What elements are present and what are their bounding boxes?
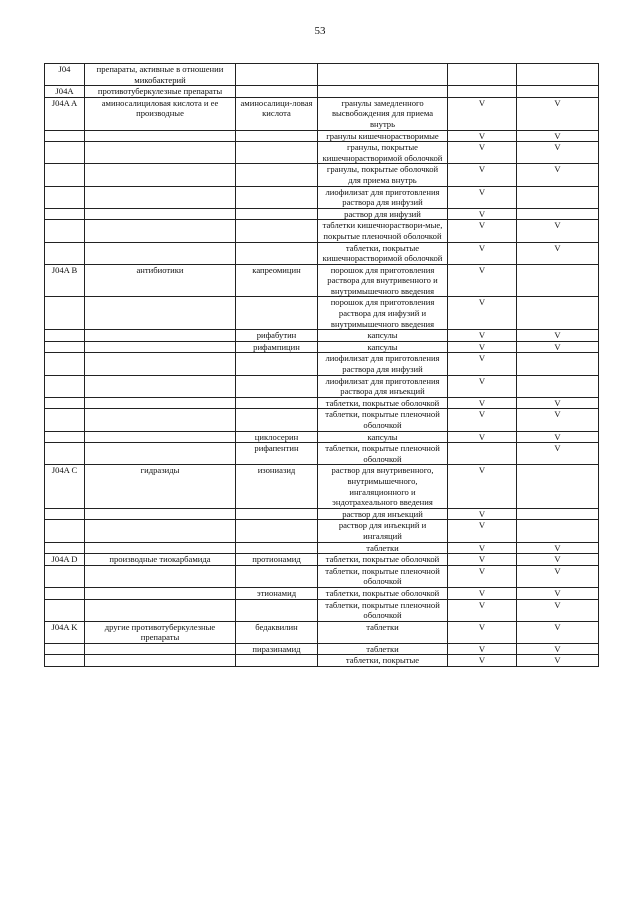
group-name-cell (85, 186, 236, 208)
table-row (45, 264, 599, 297)
dosage-form-cell: раствор для инфузий (318, 208, 448, 220)
mark-col2-cell: V (517, 130, 599, 142)
drug-name-cell (236, 655, 318, 667)
table-row (45, 142, 599, 164)
mark-col2-cell: V (517, 587, 599, 599)
table-row (45, 341, 599, 353)
table-row (45, 97, 599, 130)
dosage-form-cell: таблетки кишечнораствори-мые, покрытые пленочной оболочкой (318, 220, 448, 242)
table-row (45, 565, 599, 587)
mark-col2-cell (517, 508, 599, 520)
mark-col2-cell: V (517, 409, 599, 431)
mark-col1-cell (448, 64, 517, 86)
atc-code-cell (45, 142, 85, 164)
atc-code-cell (45, 242, 85, 264)
drug-name-cell (236, 297, 318, 330)
group-name-cell (85, 587, 236, 599)
dosage-form-cell: таблетки (318, 542, 448, 554)
atc-code-cell (45, 643, 85, 655)
mark-col1-cell: V (448, 431, 517, 443)
mark-col1-cell: V (448, 655, 517, 667)
drug-name-cell: этионамид (236, 587, 318, 599)
atc-code-cell (45, 375, 85, 397)
drug-name-cell (236, 353, 318, 375)
group-name-cell (85, 208, 236, 220)
atc-code-cell: J04 (45, 64, 85, 86)
dosage-form-cell (318, 86, 448, 98)
table-row (45, 621, 599, 643)
mark-col2-cell: V (517, 599, 599, 621)
mark-col2-cell: V (517, 164, 599, 186)
dosage-form-cell: гранулы, покрытые оболочкой для приема внутрь (318, 164, 448, 186)
atc-code-cell (45, 431, 85, 443)
mark-col2-cell: V (517, 330, 599, 342)
table-row (45, 542, 599, 554)
table-row (45, 242, 599, 264)
table-row (45, 599, 599, 621)
table-row (45, 655, 599, 667)
table-row (45, 443, 599, 465)
mark-col2-cell: V (517, 397, 599, 409)
drug-name-cell (236, 508, 318, 520)
drug-name-cell (236, 86, 318, 98)
mark-col2-cell: V (517, 643, 599, 655)
atc-code-cell (45, 443, 85, 465)
group-name-cell (85, 565, 236, 587)
atc-code-cell (45, 542, 85, 554)
drug-name-cell (236, 208, 318, 220)
mark-col1-cell: V (448, 353, 517, 375)
group-name-cell (85, 330, 236, 342)
drug-name-cell (236, 397, 318, 409)
dosage-form-cell: таблетки, покрытые (318, 655, 448, 667)
mark-col1-cell: V (448, 208, 517, 220)
mark-col2-cell: V (517, 341, 599, 353)
mark-col1-cell: V (448, 220, 517, 242)
drug-name-cell: циклосерин (236, 431, 318, 443)
mark-col1-cell: V (448, 297, 517, 330)
dosage-form-cell: таблетки, покрытые пленочной оболочкой (318, 409, 448, 431)
dosage-form-cell: порошок для приготовления раствора для внутривенного и внутримышечного введения (318, 264, 448, 297)
group-name-cell (85, 542, 236, 554)
group-name-cell (85, 520, 236, 542)
atc-code-cell (45, 397, 85, 409)
dosage-form-cell: порошок для приготовления раствора для инфузий и внутримышечного введения (318, 297, 448, 330)
dosage-form-cell: таблетки (318, 621, 448, 643)
dosage-form-cell: лиофилизат для приготовления раствора для инфузий (318, 353, 448, 375)
mark-col2-cell (517, 64, 599, 86)
drug-name-cell (236, 220, 318, 242)
drug-name-cell (236, 565, 318, 587)
group-name-cell (85, 443, 236, 465)
dosage-form-cell: капсулы (318, 330, 448, 342)
drug-name-cell: аминосалици-ловая кислота (236, 97, 318, 130)
drug-name-cell: протионамид (236, 554, 318, 566)
group-name-cell: гидразиды (85, 465, 236, 508)
mark-col1-cell: V (448, 330, 517, 342)
atc-code-cell (45, 341, 85, 353)
table-row (45, 409, 599, 431)
mark-col2-cell (517, 353, 599, 375)
group-name-cell (85, 655, 236, 667)
table-body (45, 64, 599, 667)
dosage-form-cell: таблетки, покрытые пленочной оболочкой (318, 599, 448, 621)
drug-name-cell (236, 130, 318, 142)
table-row (45, 130, 599, 142)
group-name-cell (85, 353, 236, 375)
group-name-cell: производные тиокарбамида (85, 554, 236, 566)
group-name-cell (85, 220, 236, 242)
mark-col1-cell: V (448, 97, 517, 130)
table-row (45, 64, 599, 86)
mark-col2-cell (517, 375, 599, 397)
atc-code-cell: J04A A (45, 97, 85, 130)
mark-col2-cell (517, 264, 599, 297)
atc-code-cell (45, 353, 85, 375)
group-name-cell (85, 397, 236, 409)
table-row (45, 86, 599, 98)
group-name-cell: другие противотуберкулезные препараты (85, 621, 236, 643)
atc-code-cell (45, 655, 85, 667)
table-row (45, 375, 599, 397)
drug-list-table-container (44, 63, 599, 667)
mark-col2-cell: V (517, 242, 599, 264)
table-row (45, 164, 599, 186)
table-row (45, 397, 599, 409)
group-name-cell (85, 341, 236, 353)
drug-name-cell (236, 186, 318, 208)
atc-code-cell (45, 330, 85, 342)
dosage-form-cell: таблетки, покрытые оболочкой (318, 397, 448, 409)
atc-code-cell (45, 186, 85, 208)
group-name-cell: аминосалициловая кислота и ее производные (85, 97, 236, 130)
atc-code-cell (45, 297, 85, 330)
dosage-form-cell: раствор для инъекций и ингаляций (318, 520, 448, 542)
mark-col2-cell: V (517, 431, 599, 443)
dosage-form-cell: лиофилизат для приготовления раствора для инъекций (318, 375, 448, 397)
mark-col2-cell (517, 465, 599, 508)
drug-name-cell: рифабутин (236, 330, 318, 342)
table-row (45, 297, 599, 330)
table-row (45, 431, 599, 443)
group-name-cell (85, 242, 236, 264)
group-name-cell (85, 164, 236, 186)
drug-name-cell (236, 520, 318, 542)
dosage-form-cell: таблетки, покрытые кишечнорастворимой оболочкой (318, 242, 448, 264)
mark-col1-cell: V (448, 643, 517, 655)
dosage-form-cell: раствор для внутривенного, внутримышечного, ингаляционного и эндотрахеального введения (318, 465, 448, 508)
group-name-cell (85, 130, 236, 142)
mark-col2-cell (517, 208, 599, 220)
page-number: 53 (314, 25, 326, 37)
group-name-cell (85, 508, 236, 520)
drug-name-cell (236, 375, 318, 397)
atc-code-cell (45, 587, 85, 599)
dosage-form-cell: таблетки, покрытые пленочной оболочкой (318, 565, 448, 587)
mark-col1-cell: V (448, 565, 517, 587)
mark-col2-cell: V (517, 621, 599, 643)
group-name-cell (85, 297, 236, 330)
mark-col1-cell: V (448, 542, 517, 554)
mark-col2-cell (517, 86, 599, 98)
dosage-form-cell: таблетки, покрытые пленочной оболочкой (318, 443, 448, 465)
mark-col1-cell: V (448, 142, 517, 164)
atc-code-cell: J04A C (45, 465, 85, 508)
atc-code-cell: J04A D (45, 554, 85, 566)
drug-name-cell (236, 599, 318, 621)
group-name-cell: антибиотики (85, 264, 236, 297)
mark-col2-cell: V (517, 554, 599, 566)
dosage-form-cell: таблетки (318, 643, 448, 655)
mark-col1-cell: V (448, 465, 517, 508)
drug-name-cell (236, 164, 318, 186)
mark-col1-cell: V (448, 164, 517, 186)
mark-col1-cell: V (448, 587, 517, 599)
dosage-form-cell: гранулы кишечнорастворимые (318, 130, 448, 142)
group-name-cell (85, 599, 236, 621)
mark-col2-cell (517, 186, 599, 208)
mark-col2-cell (517, 297, 599, 330)
mark-col1-cell: V (448, 554, 517, 566)
atc-code-cell (45, 130, 85, 142)
group-name-cell (85, 375, 236, 397)
table-row (45, 554, 599, 566)
mark-col2-cell: V (517, 220, 599, 242)
atc-code-cell (45, 409, 85, 431)
mark-col2-cell: V (517, 565, 599, 587)
mark-col1-cell (448, 86, 517, 98)
table-row (45, 587, 599, 599)
drug-name-cell: рифампицин (236, 341, 318, 353)
drug-name-cell (236, 542, 318, 554)
atc-code-cell (45, 220, 85, 242)
atc-code-cell: J04A B (45, 264, 85, 297)
group-name-cell (85, 142, 236, 164)
group-name-cell (85, 409, 236, 431)
group-name-cell (85, 431, 236, 443)
mark-col2-cell: V (517, 142, 599, 164)
drug-name-cell: рифапентин (236, 443, 318, 465)
dosage-form-cell: таблетки, покрытые оболочкой (318, 587, 448, 599)
drug-name-cell (236, 242, 318, 264)
dosage-form-cell (318, 64, 448, 86)
mark-col1-cell: V (448, 242, 517, 264)
atc-code-cell (45, 508, 85, 520)
table-row (45, 220, 599, 242)
dosage-form-cell: лиофилизат для приготовления раствора для инфузий (318, 186, 448, 208)
mark-col2-cell (517, 520, 599, 542)
dosage-form-cell: гранулы замедленного высвобождения для приема внутрь (318, 97, 448, 130)
mark-col1-cell: V (448, 621, 517, 643)
drug-name-cell: капреомицин (236, 264, 318, 297)
table-row (45, 520, 599, 542)
drug-list-table (44, 63, 599, 667)
drug-name-cell: бедаквилин (236, 621, 318, 643)
mark-col1-cell: V (448, 341, 517, 353)
table-row (45, 186, 599, 208)
atc-code-cell (45, 565, 85, 587)
dosage-form-cell: капсулы (318, 431, 448, 443)
mark-col1-cell: V (448, 508, 517, 520)
drug-name-cell (236, 409, 318, 431)
mark-col1-cell: V (448, 520, 517, 542)
mark-col1-cell: V (448, 409, 517, 431)
atc-code-cell: J04A K (45, 621, 85, 643)
atc-code-cell (45, 520, 85, 542)
mark-col1-cell: V (448, 130, 517, 142)
mark-col1-cell: V (448, 375, 517, 397)
table-row (45, 330, 599, 342)
mark-col2-cell: V (517, 655, 599, 667)
group-name-cell (85, 643, 236, 655)
drug-name-cell (236, 142, 318, 164)
mark-col1-cell: V (448, 264, 517, 297)
group-name-cell: препараты, активные в отношении микобактерий (85, 64, 236, 86)
table-row (45, 643, 599, 655)
mark-col1-cell: V (448, 397, 517, 409)
mark-col2-cell: V (517, 443, 599, 465)
table-row (45, 208, 599, 220)
dosage-form-cell: таблетки, покрытые оболочкой (318, 554, 448, 566)
dosage-form-cell: гранулы, покрытые кишечнорастворимой оболочкой (318, 142, 448, 164)
group-name-cell: противотуберкулезные препараты (85, 86, 236, 98)
mark-col1-cell (448, 443, 517, 465)
table-row (45, 465, 599, 508)
dosage-form-cell: капсулы (318, 341, 448, 353)
mark-col1-cell: V (448, 186, 517, 208)
atc-code-cell (45, 164, 85, 186)
drug-name-cell: пиразинамид (236, 643, 318, 655)
table-row (45, 353, 599, 375)
dosage-form-cell: раствор для инъекций (318, 508, 448, 520)
table-row (45, 508, 599, 520)
drug-name-cell: изониазид (236, 465, 318, 508)
mark-col2-cell: V (517, 542, 599, 554)
atc-code-cell (45, 599, 85, 621)
atc-code-cell (45, 208, 85, 220)
mark-col1-cell: V (448, 599, 517, 621)
drug-name-cell (236, 64, 318, 86)
atc-code-cell: J04A (45, 86, 85, 98)
mark-col2-cell: V (517, 97, 599, 130)
